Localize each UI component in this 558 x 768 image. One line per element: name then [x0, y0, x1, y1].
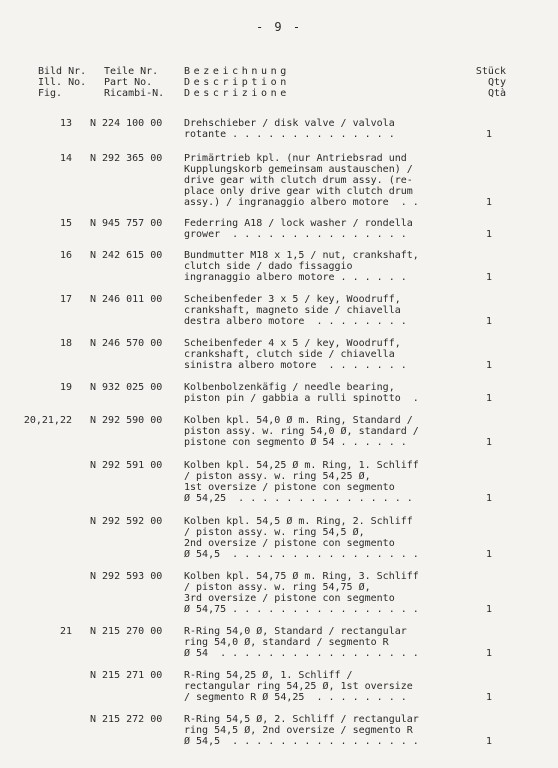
quantity: 1: [485, 393, 492, 404]
description-line: / segmento R Ø 54,25 . . . . . . . .: [184, 692, 407, 703]
quantity: 1: [485, 493, 492, 504]
description-line: assy.) / ingranaggio albero motore . .: [184, 197, 419, 208]
quantity: 1: [485, 316, 492, 327]
description: [184, 516, 454, 560]
description-line: rectangular ring 54,25 Ø, 1st oversize: [184, 681, 413, 692]
figure-number: 21: [59, 626, 72, 637]
description-line: 3rd oversize / pistone con segmento: [184, 593, 395, 604]
description-line: ring 54,5 Ø, 2nd oversize / segmento R: [184, 725, 413, 736]
description-line: R-Ring 54,5 Ø, 2. Schliff / rectangular: [184, 714, 419, 725]
description-line: ring 54,0 Ø, standard / segmento R: [184, 637, 389, 648]
description-line: / piston assy. w. ring 54,75 Ø,: [184, 582, 371, 593]
description: [184, 460, 454, 504]
description: [184, 250, 454, 283]
description: [184, 153, 454, 208]
description-line: pistone con segmento Ø 54 . . . . . .: [184, 437, 407, 448]
description: [184, 415, 454, 448]
description-line: destra albero motore . . . . . . . .: [184, 316, 407, 327]
quantity: 1: [485, 129, 492, 140]
figure-number: 19: [59, 382, 72, 393]
description: [184, 118, 454, 140]
quantity: 1: [485, 692, 492, 703]
part-number: N 292 593 00: [90, 571, 163, 582]
description-line: Kolbenbolzenkäfig / needle bearing,: [184, 382, 395, 393]
page-number: - 9 -: [255, 20, 303, 34]
part-number: N 292 592 00: [90, 516, 163, 527]
header-bild: Bild Nr. Ill. No. Fig.: [38, 66, 87, 99]
part-number: N 215 272 00: [90, 714, 163, 725]
description-line: ingranaggio albero motore . . . . . .: [184, 272, 407, 283]
description: [184, 714, 454, 747]
description-line: Drehschieber / disk valve / valvola: [184, 118, 395, 129]
quantity: 1: [485, 549, 492, 560]
description-line: Kupplungskorb gemeinsam austauschen) /: [184, 164, 413, 175]
description-line: Ø 54 . . . . . . . . . . . . . . . . .: [184, 648, 419, 659]
description-line: Scheibenfeder 4 x 5 / key, Woodruff,: [184, 338, 401, 349]
part-number: N 215 271 00: [90, 670, 163, 681]
description-line: Kolben kpl. 54,0 Ø m. Ring, Standard /: [184, 415, 413, 426]
header-teile: Teile Nr. Part No. Ricambi-N.: [104, 66, 165, 99]
part-number: N 945 757 00: [90, 218, 163, 229]
description-line: Kolben kpl. 54,25 Ø m. Ring, 1. Schliff: [184, 460, 419, 471]
figure-number: 18: [59, 338, 72, 349]
quantity: 1: [485, 272, 492, 283]
description-line: Scheibenfeder 3 x 5 / key, Woodruff,: [184, 294, 401, 305]
figure-number: 13: [59, 118, 72, 129]
description-line: Federring A18 / lock washer / rondella: [184, 218, 413, 229]
description-line: / piston assy. w. ring 54,25 Ø,: [184, 471, 371, 482]
description-line: Ø 54,5 . . . . . . . . . . . . . . . .: [184, 736, 419, 747]
description-line: Kolben kpl. 54,75 Ø m. Ring, 3. Schliff: [184, 571, 419, 582]
description-line: Ø 54,5 . . . . . . . . . . . . . . . .: [184, 549, 419, 560]
description-line: clutch side / dado fissaggio: [184, 261, 353, 272]
part-number: N 932 025 00: [90, 382, 163, 393]
description: [184, 626, 454, 659]
description-line: / piston assy. w. ring 54,5 Ø,: [184, 527, 365, 538]
description-line: 2nd oversize / pistone con segmento: [184, 538, 395, 549]
description-line: rotante . . . . . . . . . . . . . .: [184, 129, 395, 140]
part-number: N 292 365 00: [90, 153, 163, 164]
part-number: N 292 590 00: [90, 415, 163, 426]
part-number: N 246 570 00: [90, 338, 163, 349]
part-number: N 215 270 00: [90, 626, 163, 637]
description-line: place only drive gear with clutch drum: [184, 186, 413, 197]
description-line: 1st oversize / pistone con segmento: [184, 482, 395, 493]
quantity: 1: [485, 736, 492, 747]
quantity: 1: [485, 360, 492, 371]
description-line: sinistra albero motore . . . . . . .: [184, 360, 407, 371]
figure-number: 14: [59, 153, 72, 164]
header-bezeichnung: Bezeichnung Description Descrizione: [184, 66, 290, 99]
part-number: N 242 615 00: [90, 250, 163, 261]
description-line: R-Ring 54,25 Ø, 1. Schliff /: [184, 670, 353, 681]
quantity: 1: [485, 197, 492, 208]
description-line: Primärtrieb kpl. (nur Antriebsrad und: [184, 153, 407, 164]
quantity: 1: [485, 604, 492, 615]
description: [184, 218, 454, 240]
description: [184, 571, 454, 615]
description-line: drive gear with clutch drum assy. (re-: [184, 175, 413, 186]
description-line: piston assy. w. ring 54,0 Ø, standard /: [184, 426, 419, 437]
description-line: Bundmutter M18 x 1,5 / nut, crankshaft,: [184, 250, 419, 261]
description-line: crankshaft, clutch side / chiavella: [184, 349, 395, 360]
part-number: N 224 100 00: [90, 118, 163, 129]
description: [184, 382, 454, 404]
description-line: grower . . . . . . . . . . . . . . .: [184, 229, 407, 240]
description: [184, 670, 454, 703]
description-line: Ø 54,25 . . . . . . . . . . . . . . .: [184, 493, 413, 504]
description-line: Kolben kpl. 54,5 Ø m. Ring, 2. Schliff: [184, 516, 413, 527]
description-line: piston pin / gabbia a rulli spinotto .: [184, 393, 419, 404]
description-line: Ø 54,75 . . . . . . . . . . . . . . . .: [184, 604, 419, 615]
header-stueck: Stück Qty Qtà: [475, 66, 506, 99]
part-number: N 292 591 00: [90, 460, 163, 471]
figure-number: 20,21,22: [23, 415, 72, 426]
quantity: 1: [485, 648, 492, 659]
description-line: crankshaft, magneto side / chiavella: [184, 305, 401, 316]
quantity: 1: [485, 229, 492, 240]
figure-number: 16: [59, 250, 72, 261]
part-number: N 246 011 00: [90, 294, 163, 305]
description: [184, 338, 454, 371]
quantity: 1: [485, 437, 492, 448]
description: [184, 294, 454, 327]
description-line: R-Ring 54,0 Ø, Standard / rectangular: [184, 626, 407, 637]
figure-number: 15: [59, 218, 72, 229]
figure-number: 17: [59, 294, 72, 305]
